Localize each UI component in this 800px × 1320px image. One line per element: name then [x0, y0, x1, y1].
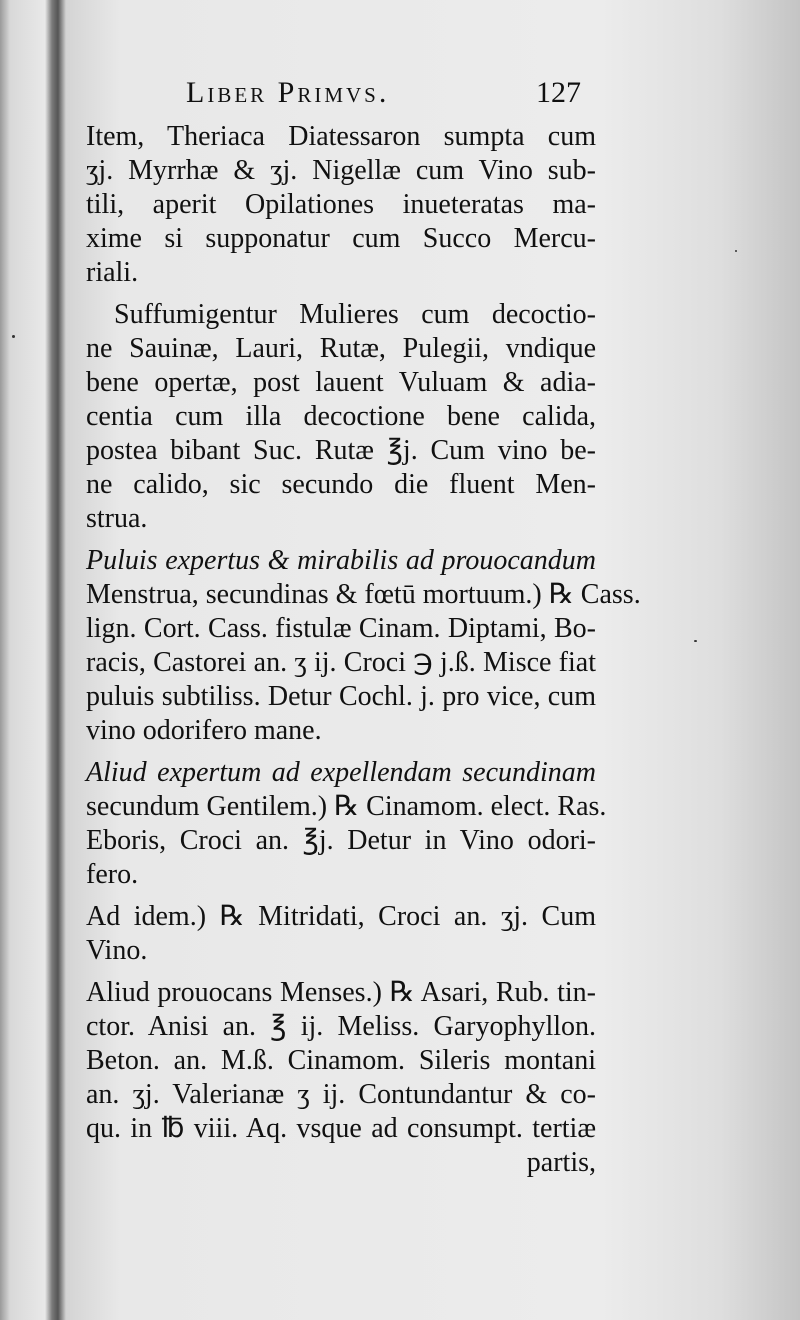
- paragraph-suffumigentur: [86, 298, 596, 536]
- text-line: puluis subtiliss. Detur Cochl. j. pro vice, cum: [86, 681, 596, 712]
- text-line: ne calido, sic secundo die fluent Men-: [86, 469, 596, 500]
- text-line: vino odorifero mane.: [86, 715, 322, 746]
- text-line: Vino.: [86, 935, 148, 966]
- paragraph-aliud-prouocans: [86, 976, 596, 1180]
- ink-speck: [694, 640, 697, 642]
- ink-speck: [735, 250, 737, 252]
- catchword: partis,: [526, 1147, 596, 1178]
- text-line: Suffumigentur Mulieres cum decoctio-: [114, 299, 596, 330]
- text-line: Aliud expertum ad expellendam secundinam: [86, 757, 596, 788]
- text-line: lign. Cort. Cass. fistulæ Cinam. Diptami, Bo-: [86, 613, 596, 644]
- page-number: 127: [536, 76, 581, 109]
- text-line: bene opertæ, post lauent Vuluam & adia-: [86, 367, 596, 398]
- ink-speck: [12, 335, 15, 338]
- paragraph-aliud-expertum: [86, 756, 607, 892]
- text-line: xime si supponatur cum Succo Mercu-: [86, 223, 596, 254]
- paragraph-puluis-expertus: [86, 544, 641, 748]
- book-page: [66, 0, 641, 1320]
- body-text: [86, 120, 641, 1188]
- text-line: Aliud prouocans Menses.) ℞ Asari, Rub. tin-: [86, 977, 596, 1008]
- text-line: ctor. Anisi an. ℥ ij. Meliss. Garyophyllon.: [86, 1011, 596, 1042]
- text-line: Item, Theriaca Diatessaron sumpta cum: [86, 121, 596, 152]
- text-line: Beton. an. M.ß. Cinamom. Sileris montani: [86, 1045, 596, 1076]
- text-line: ʒj. Myrrhæ & ʒj. Nigellæ cum Vino sub-: [86, 155, 596, 186]
- running-title: Liber Primvs.: [186, 76, 390, 109]
- text-line: riali.: [86, 257, 139, 288]
- text-line: strua.: [86, 503, 148, 534]
- text-line: an. ʒj. Valerianæ ʒ ij. Contundantur & co-: [86, 1079, 596, 1110]
- paragraph-theriaca: [86, 120, 596, 290]
- text-line: Menstrua, secundinas & fœtū mortuum.) ℞ Cass.: [86, 579, 641, 610]
- paragraph-ad-idem: [86, 900, 596, 968]
- text-line: centia cum illa decoctione bene calida,: [86, 401, 596, 432]
- text-line: Ad idem.) ℞ Mitridati, Croci an. ʒj. Cum: [86, 901, 596, 932]
- text-line: racis, Castorei an. ʒ ij. Croci ℈ j.ß. Misce fiat: [86, 647, 596, 678]
- text-line: fero.: [86, 859, 139, 890]
- text-line: Eboris, Croci an. ℥j. Detur in Vino odori-: [86, 825, 596, 856]
- text-line: secundum Gentilem.) ℞ Cinamom. elect. Ras.: [86, 791, 607, 822]
- running-head: [66, 76, 596, 116]
- text-line: postea bibant Suc. Rutæ ℥j. Cum vino be-: [86, 435, 596, 466]
- text-line: qu. in ℔ viii. Aq. vsque ad consumpt. tertiæ: [86, 1113, 596, 1144]
- text-line: tili, aperit Opilationes inueteratas ma-: [86, 189, 596, 220]
- text-line: ne Sauinæ, Lauri, Rutæ, Pulegii, vndique: [86, 333, 596, 364]
- text-line: Puluis expertus & mirabilis ad prouocandum: [86, 545, 596, 576]
